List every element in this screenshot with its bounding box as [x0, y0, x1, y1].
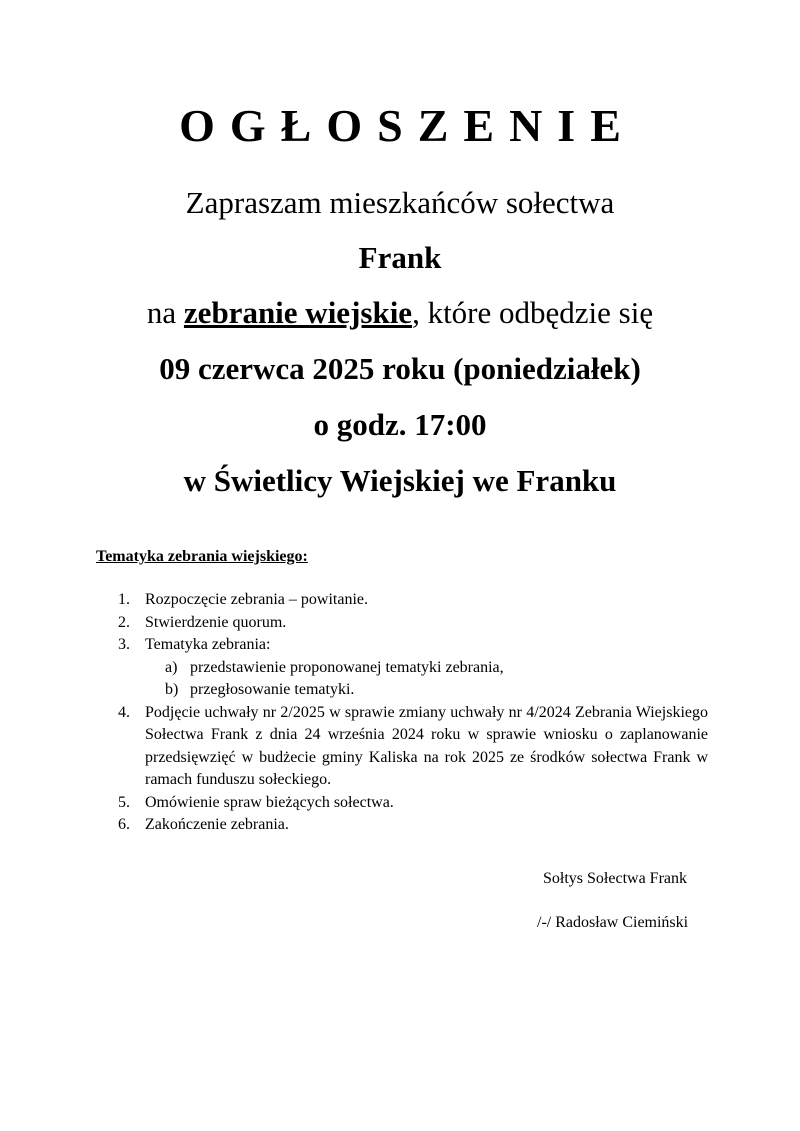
agenda-item	[118, 792, 708, 815]
agenda-item	[118, 702, 708, 792]
agenda-item-number: 3.	[118, 636, 130, 653]
agenda-item-text: Stwierdzenie quorum.	[145, 613, 287, 631]
agenda-sub-item-text: przedstawienie proponowanej tematyki zebrania,	[190, 658, 504, 676]
agenda-item-number: 4.	[118, 703, 130, 721]
agenda-sub-item-letter: b)	[165, 681, 179, 698]
agenda-item	[118, 612, 708, 635]
agenda-sub-item-text: przegłosowanie tematyki.	[190, 681, 355, 698]
agenda-item	[118, 589, 708, 612]
signature-name: /-/ Radosław Ciemiński	[537, 914, 689, 931]
meeting-place: w Świetlicy Wiejskiej we Franku	[183, 463, 617, 498]
meeting-time: o godz. 17:00	[313, 407, 487, 442]
agenda-item-text: Podjęcie uchwały nr 2/2025 w sprawie zmiany uchwały nr 4/2024 Zebrania Wiejskiego Sołectwa Frank z dnia 24 września 2024 roku w sprawie wniosku o zaplanowanie przedsięwzięć w budżecie gminy Kaliska na rok 2025 ze środków sołectwa Frank w ramach funduszu sołeckiego.	[145, 703, 708, 788]
agenda-item-number: 5.	[118, 793, 130, 811]
agenda-item-text: Zakończenie zebrania.	[145, 816, 289, 833]
meeting-type-emphasis: zebranie wiejskie	[183, 295, 413, 330]
agenda-item-text: Tematyka zebrania:	[145, 636, 271, 653]
agenda-sub-list	[145, 657, 708, 702]
agenda-item-number: 1.	[118, 591, 130, 608]
meeting-type-prefix: na	[146, 295, 184, 330]
agenda-sub-item	[165, 657, 708, 680]
agenda-item-number: 2.	[118, 613, 130, 631]
meeting-type-suffix: , które odbędzie się	[412, 295, 654, 330]
agenda-list	[118, 589, 708, 837]
agenda-item-text: Rozpoczęcie zebrania – powitanie.	[145, 591, 368, 608]
agenda-sub-item	[165, 679, 708, 702]
meeting-type-line	[0, 293, 800, 333]
agenda-item	[118, 814, 708, 837]
agenda-item-text: Omówienie spraw bieżących sołectwa.	[145, 793, 394, 811]
meeting-date: 09 czerwca 2025 roku (poniedziałek)	[159, 351, 641, 386]
signature-role: Sołtys Sołectwa Frank	[543, 870, 687, 887]
agenda-title: Tematyka zebrania wiejskiego:	[96, 548, 308, 565]
agenda-sub-item-letter: a)	[165, 658, 178, 676]
agenda-item-number: 6.	[118, 816, 130, 833]
invitation-line: Zapraszam mieszkańców sołectwa	[185, 185, 615, 220]
village-name: Frank	[358, 240, 442, 275]
page-title: OGŁOSZENIE	[179, 100, 636, 151]
agenda-item	[118, 634, 708, 702]
